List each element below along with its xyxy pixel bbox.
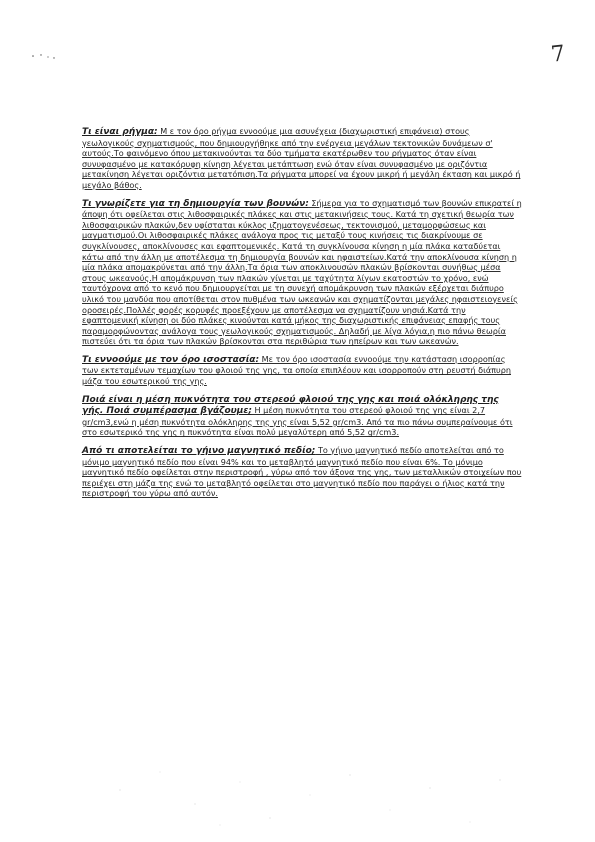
question-heading: Ποιά είναι η μέση πυκνότητα του στερεού φλοιού της γης και ποιά ολόκληρης της γής. Ποιά συμπέρασμα βγάζουμε; (82, 394, 499, 417)
answer-text: Μ ε τον όρο ρήγμα εννοούμε μια ασυνέχεια (διαχωριστική επιφάνεια) στους γεωλογικούς σχηματισμούς, που δημιουργήθηκε από την ενέργεια μεγάλων τεκτονικών δυνάμεων σ' αυτούς.Το φαινόμενο όπου μετακινούνται τα δύο τμήματα εκατέρωθεν του ρήγματος όταν είναι συνυφασμένο με κατακόρυφη κίνηση λέγεται μετάπτωση ενώ όταν είναι συνυφασμένο με οριζόντια μετακίνηση λέγεται οριζόντια μετατόπιση.Τα ρήγματα μπορεί να έχουν μικρή ή μεγάλη έκταση και μικρό ή μεγάλο βάθος. (82, 126, 521, 190)
scan-specks (30, 50, 60, 60)
page-number: 7 (549, 41, 567, 68)
answer-text: Το γήινο μαγνητικό πεδίο αποτελείται από το μόνιμο μαγνητικό πεδίο που είναι 94% και το μεταβλητό μαγνητικό πεδίο που είναι 6%. Το μόνιμο μαγνητικό πεδίο οφείλεται στην περιστροφή , γύρω από τον άξονα της γης, των μεταλλικών στοιχείων που περιέχει στη μάζα της ενώ το μεταβλητό οφείλεται στο μαγνητικό πεδίο που παράγει ο ήλιος κατά την περιστροφή του γύρω από αυτόν. (82, 445, 522, 499)
answer-text: Σήμερα για το σχηματισμό των βουνών επικρατεί η άποψη ότι οφείλεται στις λιθοσφαιρικές πλάκες και στις μετακινήσεις τους. Κατά τη σχετική θεωρία των λιθοσφαιρικών πλακών,δεν υφίσταται κύκλος ιζηματογενέσεως, τεκτονισμού, μεταμορφώσεως και μαγματισμού.Οι λιθοσφαιρικές πλάκες ανάλογα προς τις μεταξύ τους κινήσεις τις διακρίνουμε σε συγκλίνουσες, αποκλίνουσες και εφαπτομενικές. Κατά τη συγκλίνουσα κίνηση η μία πλάκα καταδύεται κάτω από την άλλη με αποτέλεσμα τη δημιουργία βουνών και ηφαιστείων.Κατά την αποκλίνουσα κίνηση η μία πλάκα απομακρύνεται από την άλλη.Τα όρια των αποκλινουσών πλακών βρίσκονται συνήθως μέσα στους ωκεανούς.Η απομάκρυνση των πλακών γίνεται με ταχύτητα λίγων εκατοστών το χρόνο, ενώ ταυτόχρονα από το κενό που δημιουργείται με τη συνεχή απομάκρυνση των πλακών εξέρχεται διάπυρο υλικό του μανδύα που αποτίθεται στον πυθμένα των ωκεανών και σχηματίζονται μεγάλες ηφαιστειογενείς οροσειρές.Πολλές φορές κορυφές προεξέχουν με αποτέλεσμα να σχηματίζουν νησιά.Κατά την εφαπτομενική κίνηση οι δύο πλάκες κινούνται κατά μήκος της διαχωριστικής επιφάνειας επαφής τους παραμορφώνοντας ανάλογα τους γεωλογικούς σχηματισμούς. Δηλαδή με λίγα λόγια,η πιο πάνω θεωρία πιστεύει ότι τα όρια των πλακών βρίσκονται στα περιθώρια των ηπείρων και των ωκεανών. (82, 197, 522, 347)
question-heading: Από τι αποτελείται το γήινο μαγνητικό πεδίο; (82, 446, 316, 457)
paragraph-fault (82, 126, 522, 191)
paragraph-isostasy (82, 354, 522, 387)
paragraph-density (82, 394, 522, 438)
question-heading: Τι γνωρίζετε για τη δημιουργία των βουνών: (82, 198, 309, 209)
document-body (82, 126, 522, 506)
answer-text: Με τον όρο ισοστασία εννοούμε την κατάσταση ισορροπίας των εκτεταμένων τεμαχίων του φλοιού της γης, τα οποία επιπλέουν και ισορροπούν στη ρευστή διάπυρη μάζα του εσωτερικού της γης. (82, 353, 512, 387)
question-heading: Τι εννοούμε με τον όρο ισοστασία: (82, 354, 260, 365)
question-heading: Τι είναι ρήγμα: (82, 127, 158, 137)
paragraph-mountains (82, 198, 522, 347)
scan-noise (100, 760, 520, 830)
paragraph-magnetic-field (82, 445, 522, 499)
answer-text: Η μέση πυκνότητα του στερεού φλοιού της γης είναι 2,7 gr/cm3,ενώ η μέση πυκνότητα ολόκληρης της γης είναι 5,52 gr/cm3. Από τα πιο πάνω συμπεραίνουμε ότι στο εσωτερικό της γης η πυκνότητα είναι πολύ μεγαλύτερη από 5,52 gr/cm3. (82, 405, 513, 438)
